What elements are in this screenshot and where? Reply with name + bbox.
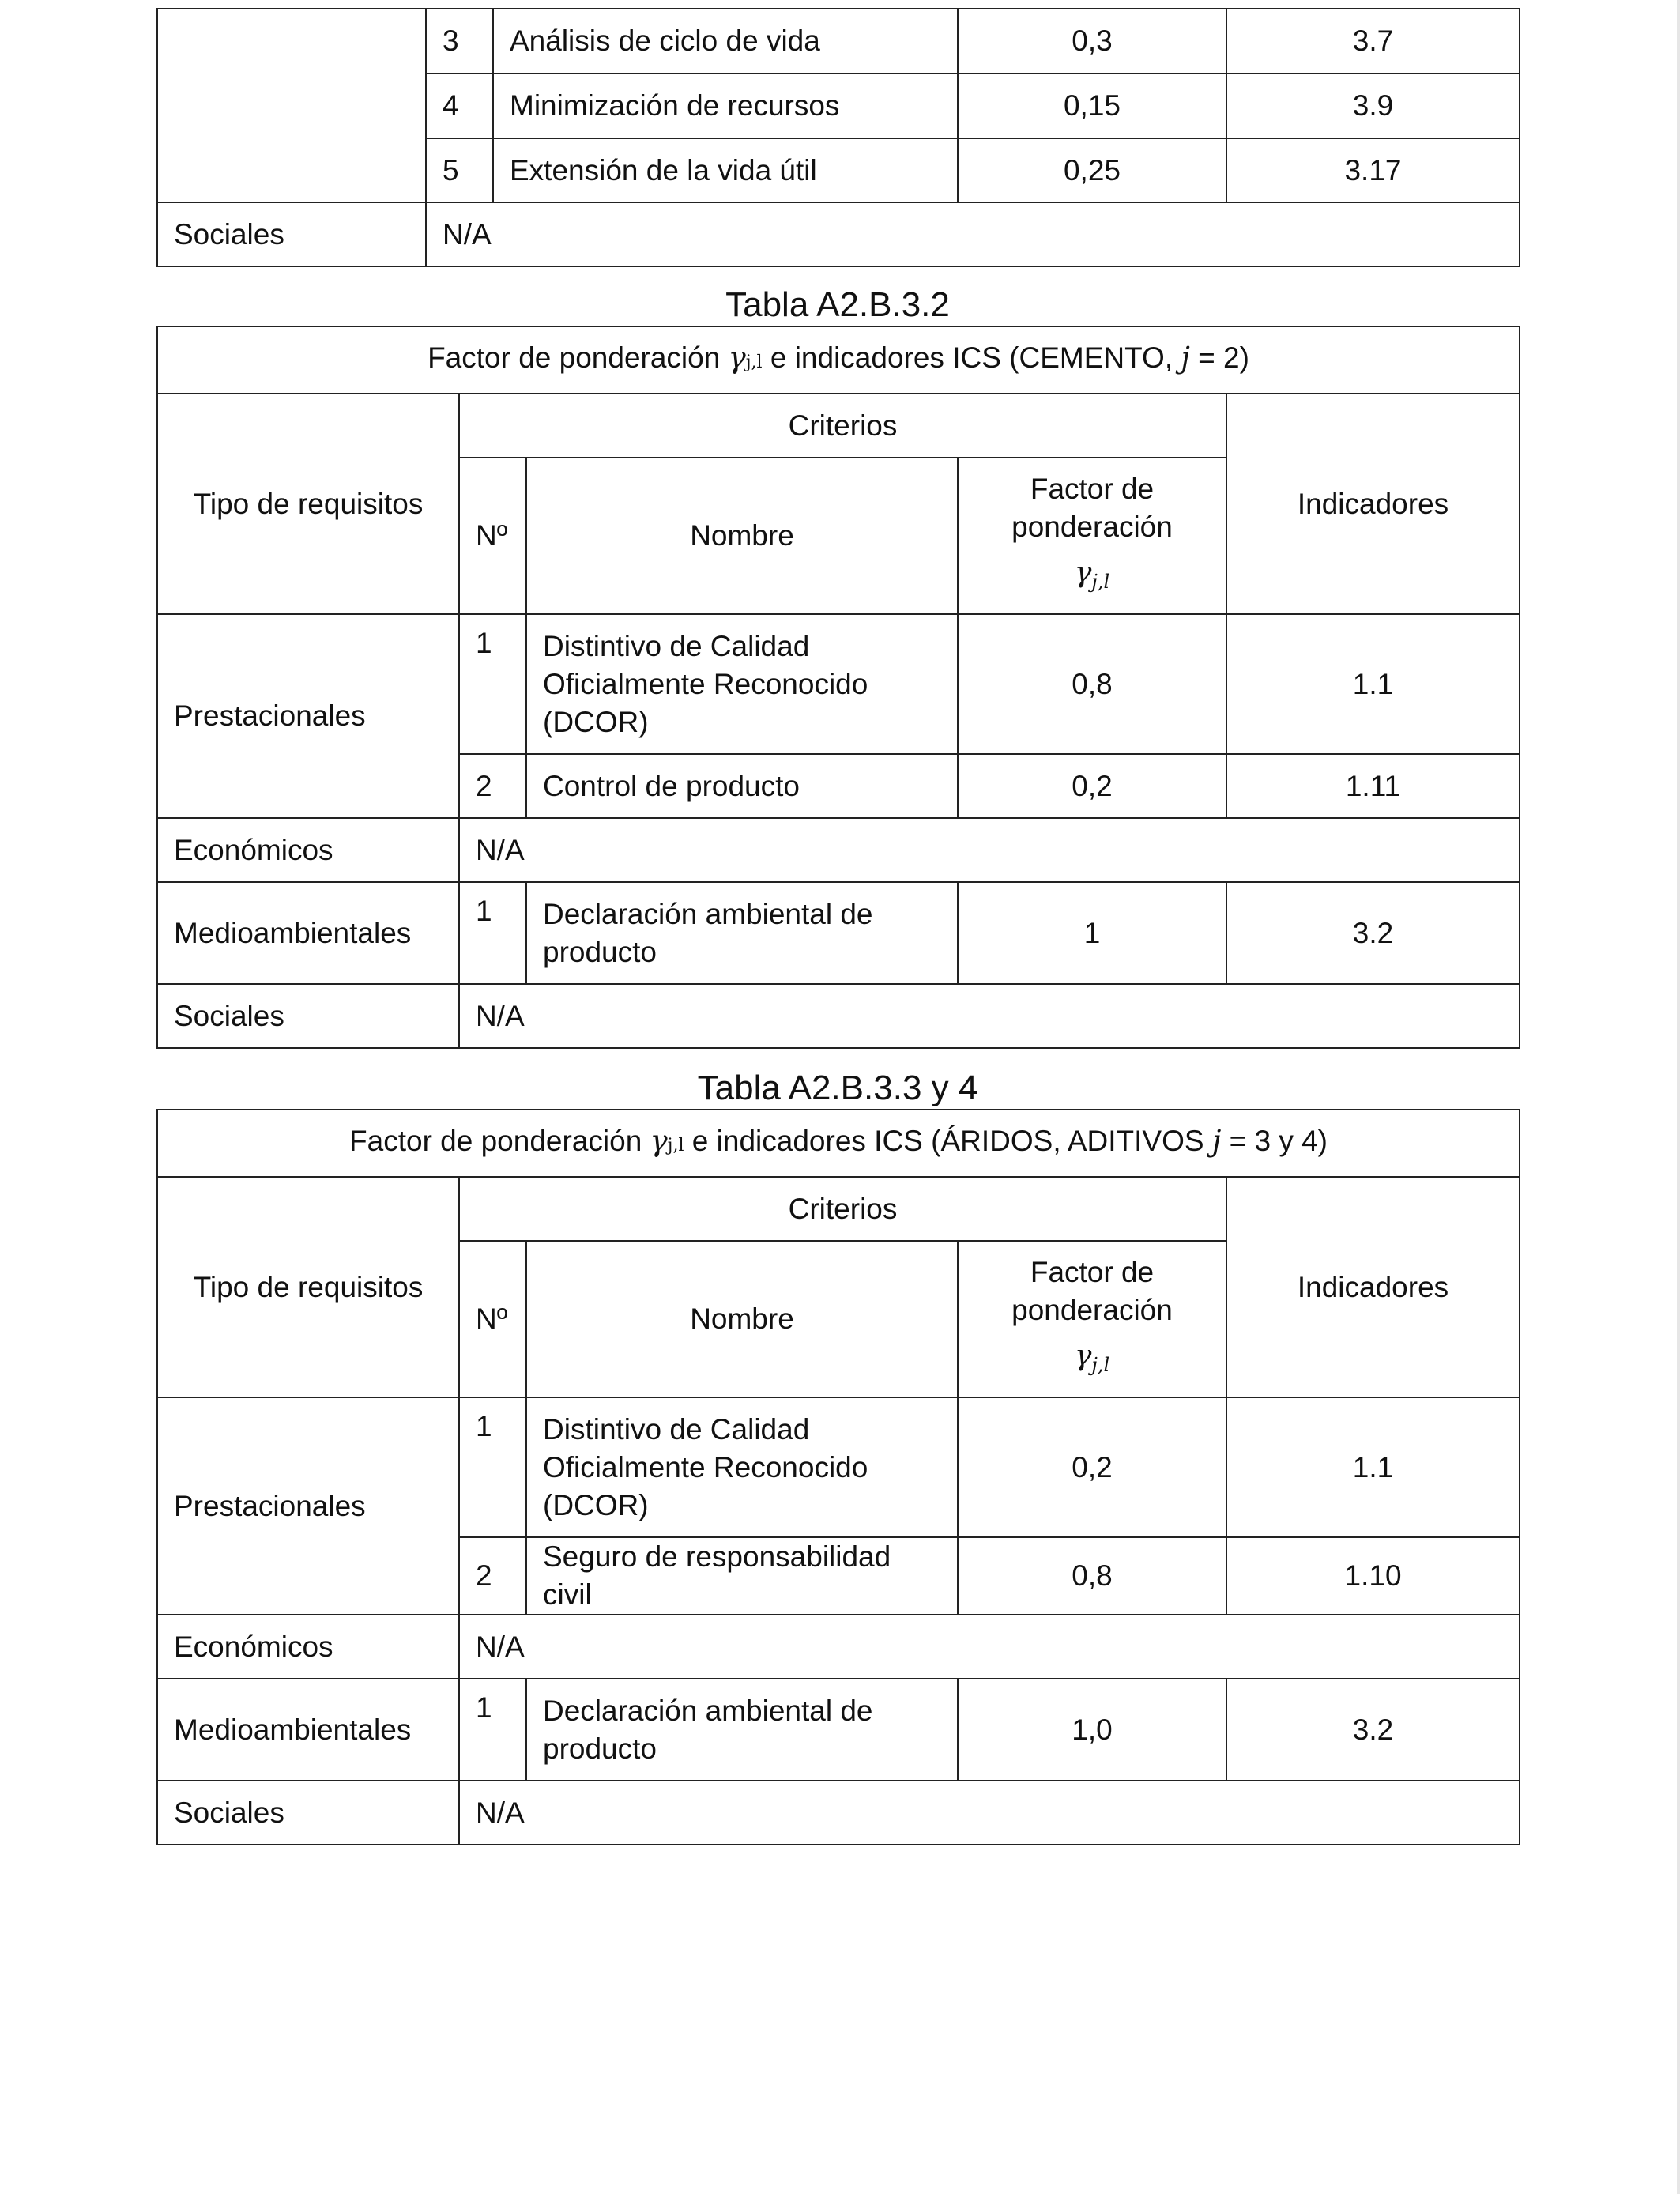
column-header-tipo: Tipo de requisitos (157, 1177, 459, 1397)
factor-line-2: ponderación (1011, 511, 1173, 544)
na-value: N/A (459, 984, 1520, 1048)
row-number: 1 (459, 1397, 526, 1537)
name-line: producto (543, 1732, 657, 1765)
table-title-row (157, 1110, 1520, 1177)
weight-factor: 0,3 (958, 9, 1226, 74)
requirement-type-sociales: Sociales (157, 1781, 459, 1845)
table-row (157, 1615, 1520, 1679)
factor-line-1: Factor de (1030, 473, 1155, 506)
indicator: 3.17 (1226, 138, 1520, 202)
title-suffix: = 3 y 4) (1221, 1124, 1328, 1157)
page-edge (1677, 0, 1680, 2194)
table-row (157, 1397, 1520, 1537)
title-middle: e indicadores ICS (CEMENTO, (762, 341, 1181, 374)
column-header-criterios: Criterios (459, 394, 1226, 458)
weight-factor: 0,2 (958, 754, 1226, 818)
table-title-row (157, 326, 1520, 394)
table-row (157, 202, 1520, 266)
weight-factor: 0,8 (958, 614, 1226, 754)
na-value: N/A (459, 818, 1520, 882)
name-line: Distintivo de Calidad (543, 1412, 810, 1446)
name-line: (DCOR) (543, 705, 649, 738)
row-number: 5 (426, 138, 493, 202)
table-row (157, 882, 1520, 984)
title-suffix: = 2) (1189, 341, 1249, 374)
row-number: 1 (459, 1679, 526, 1781)
indicator: 1.11 (1226, 754, 1520, 818)
name-line: Oficialmente Reconocido (543, 1450, 868, 1483)
weight-factor: 0,25 (958, 138, 1226, 202)
table-row (157, 614, 1520, 754)
column-header-factor (958, 458, 1226, 614)
criterion-name: Control de producto (526, 754, 958, 818)
row-number: 2 (459, 754, 526, 818)
factor-symbol (974, 1337, 1210, 1384)
criterion-name (526, 882, 958, 984)
column-header-criterios: Criterios (459, 1177, 1226, 1241)
na-value: N/A (459, 1615, 1520, 1679)
weight-factor: 1,0 (958, 1679, 1226, 1781)
weight-factor: 0,2 (958, 1397, 1226, 1537)
gamma-symbol: γ (1074, 556, 1092, 590)
table-caption: Tabla A2.B.3.2 (725, 285, 950, 324)
j-symbol: j (1181, 340, 1190, 375)
gamma-symbol: γ (1074, 1340, 1092, 1373)
na-value: N/A (426, 202, 1520, 266)
indicator: 3.9 (1226, 74, 1520, 138)
gamma-subscript: j,l (745, 352, 763, 372)
column-header-indicadores: Indicadores (1226, 1177, 1520, 1397)
name-line: Oficialmente Reconocido (543, 667, 868, 700)
indicator: 3.2 (1226, 882, 1520, 984)
row-number: 1 (459, 614, 526, 754)
row-number: 3 (426, 9, 493, 74)
column-header-factor (958, 1241, 1226, 1397)
indicator: 1.10 (1226, 1537, 1520, 1615)
requirement-type-prestacionales: Prestacionales (157, 614, 459, 818)
name-line: Declaración ambiental de (543, 1694, 873, 1727)
title-prefix: Factor de ponderación (349, 1124, 650, 1157)
factor-symbol (974, 554, 1210, 601)
criterion-name (526, 1397, 958, 1537)
name-line: Declaración ambiental de (543, 897, 873, 930)
gamma-subscript: j,l (1091, 571, 1110, 594)
column-header-indicadores: Indicadores (1226, 394, 1520, 614)
title-prefix: Factor de ponderación (428, 341, 729, 374)
column-header-nombre: Nombre (526, 458, 958, 614)
criterion-name (526, 614, 958, 754)
weight-factor: 1 (958, 882, 1226, 984)
gamma-symbol: γ (650, 1123, 668, 1158)
table-row (157, 984, 1520, 1048)
blank-type-cell (157, 9, 426, 202)
column-header-tipo: Tipo de requisitos (157, 394, 459, 614)
gamma-subscript: j,l (667, 1135, 684, 1155)
table-caption: Tabla A2.B.3.3 y 4 (697, 1069, 978, 1107)
indicator: 1.1 (1226, 614, 1520, 754)
name-line: Distintivo de Calidad (543, 629, 810, 662)
requirement-type-sociales: Sociales (157, 984, 459, 1048)
indicator: 3.7 (1226, 9, 1520, 74)
table-title (157, 326, 1520, 394)
table-a2b31-tail (156, 8, 1520, 267)
requirement-type-prestacionales: Prestacionales (157, 1397, 459, 1615)
table-row (157, 9, 1520, 74)
criterion-name: Extensión de la vida útil (493, 138, 958, 202)
table-row (157, 1781, 1520, 1845)
requirement-type-economicos: Económicos (157, 818, 459, 882)
criterion-name: Minimización de recursos (493, 74, 958, 138)
row-number: 4 (426, 74, 493, 138)
j-symbol: j (1211, 1123, 1222, 1158)
header-row (157, 1177, 1520, 1241)
indicator: 1.1 (1226, 1397, 1520, 1537)
requirement-type-economicos: Económicos (157, 1615, 459, 1679)
indicator: 3.2 (1226, 1679, 1520, 1781)
requirement-type-sociales: Sociales (157, 202, 426, 266)
requirement-type-medioambientales: Medioambientales (157, 1679, 459, 1781)
criterion-name: Seguro de responsabilidad civil (526, 1537, 958, 1615)
factor-line-1: Factor de (1030, 1256, 1155, 1289)
weight-factor: 0,8 (958, 1537, 1226, 1615)
weight-factor: 0,15 (958, 74, 1226, 138)
table-row (157, 1679, 1520, 1781)
title-middle: e indicadores ICS (ÁRIDOS, ADITIVOS (684, 1124, 1212, 1157)
table-a2b33-4 (156, 1109, 1520, 1845)
table-title (157, 1110, 1520, 1177)
name-line: (DCOR) (543, 1488, 649, 1521)
criterion-name: Análisis de ciclo de vida (493, 9, 958, 74)
table-a2b32 (156, 326, 1520, 1049)
row-number: 1 (459, 882, 526, 984)
factor-line-2: ponderación (1011, 1294, 1173, 1327)
gamma-symbol: γ (728, 340, 746, 375)
requirement-type-medioambientales: Medioambientales (157, 882, 459, 984)
criterion-name (526, 1679, 958, 1781)
column-header-no: Nº (459, 458, 526, 614)
name-line: producto (543, 935, 657, 968)
column-header-nombre: Nombre (526, 1241, 958, 1397)
row-number: 2 (459, 1537, 526, 1615)
header-row (157, 394, 1520, 458)
gamma-subscript: j,l (1091, 1354, 1110, 1377)
na-value: N/A (459, 1781, 1520, 1845)
table-row (157, 818, 1520, 882)
column-header-no: Nº (459, 1241, 526, 1397)
